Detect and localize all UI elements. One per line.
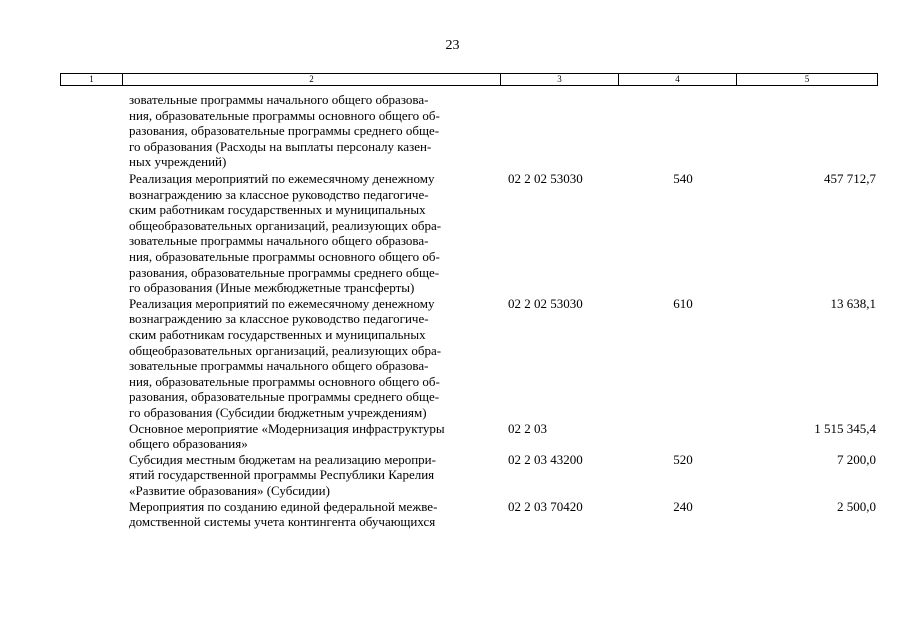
row-budget-code: 02 2 03 70420 <box>508 498 583 514</box>
description-line: ных учреждений) <box>129 154 227 170</box>
row-amount: 1 515 345,4 <box>814 420 876 436</box>
description-line: ятий государственной программы Республики Карелия <box>129 467 435 483</box>
description-line: ским работникам государственных и муниципальных <box>129 202 426 218</box>
table-row <box>0 171 905 296</box>
row-budget-code: 02 2 02 53030 <box>508 295 583 311</box>
table-row <box>0 452 905 499</box>
row-expense-type: 240 <box>673 498 693 514</box>
row-expense-type: 540 <box>673 171 693 186</box>
description-line: Реализация мероприятий по ежемесячному денежному <box>129 295 435 311</box>
row-amount: 2 500,0 <box>837 498 876 514</box>
table-row <box>0 92 905 171</box>
description-line: общеобразовательных организаций, реализующих обра- <box>129 342 442 358</box>
row-description <box>129 499 496 530</box>
description-line: Субсидия местным бюджетам на реализацию меропри- <box>129 451 436 467</box>
description-line: вознаграждению за классное руководство педагогиче- <box>129 186 429 202</box>
description-line: общего образования» <box>129 436 248 452</box>
description-line: Реализация мероприятий по ежемесячному денежному <box>129 171 435 186</box>
row-budget-code: 02 2 03 43200 <box>508 451 583 467</box>
row-description <box>129 296 496 421</box>
row-description <box>129 171 496 296</box>
row-budget-code: 02 2 02 53030 <box>508 171 583 186</box>
table-row <box>0 296 905 421</box>
description-line: зовательные программы начального общего образова- <box>129 233 429 249</box>
row-description <box>129 92 496 170</box>
column-number-3: 3 <box>501 74 619 86</box>
description-line: вознаграждению за классное руководство педагогиче- <box>129 311 429 327</box>
description-line: ния, образовательные программы основного общего об- <box>129 373 440 389</box>
description-line: Мероприятия по созданию единой федеральной межве- <box>129 498 438 514</box>
description-line: зовательные программы начального общего образова- <box>129 92 429 107</box>
row-description <box>129 452 496 499</box>
row-description <box>129 421 496 452</box>
table-row <box>0 499 905 530</box>
description-line: разования, образовательные программы среднего обще- <box>129 264 440 280</box>
description-line: «Развитие образования» (Субсидии) <box>129 482 330 498</box>
description-line: Основное мероприятие «Модернизация инфраструктуры <box>129 420 445 436</box>
row-expense-type: 520 <box>673 451 693 467</box>
row-amount: 13 638,1 <box>830 295 876 311</box>
description-line: го образования (Иные межбюджетные трансферты) <box>129 280 415 296</box>
column-number-1: 1 <box>61 74 123 86</box>
row-expense-type: 610 <box>673 295 693 311</box>
description-line: ским работникам государственных и муниципальных <box>129 326 426 342</box>
description-line: го образования (Субсидии бюджетным учреждениям) <box>129 404 427 420</box>
description-line: ния, образовательные программы основного общего об- <box>129 107 440 123</box>
column-number-5: 5 <box>737 74 878 86</box>
budget-table-body <box>0 92 905 530</box>
description-line: разования, образовательные программы среднего обще- <box>129 389 440 405</box>
description-line: разования, образовательные программы среднего обще- <box>129 123 440 139</box>
description-line: го образования (Расходы на выплаты персоналу казен- <box>129 138 432 154</box>
column-number-4: 4 <box>619 74 737 86</box>
page-number: 23 <box>445 38 460 53</box>
row-budget-code: 02 2 03 <box>508 420 547 436</box>
table-row <box>0 421 905 452</box>
column-number-2: 2 <box>123 74 501 86</box>
column-header-row <box>60 73 878 86</box>
description-line: зовательные программы начального общего образова- <box>129 358 429 374</box>
row-amount: 7 200,0 <box>837 451 876 467</box>
description-line: общеобразовательных организаций, реализующих обра- <box>129 217 442 233</box>
row-amount: 457 712,7 <box>824 171 876 186</box>
description-line: домственной системы учета контингента обучающихся <box>129 514 436 530</box>
description-line: ния, образовательные программы основного общего об- <box>129 248 440 264</box>
